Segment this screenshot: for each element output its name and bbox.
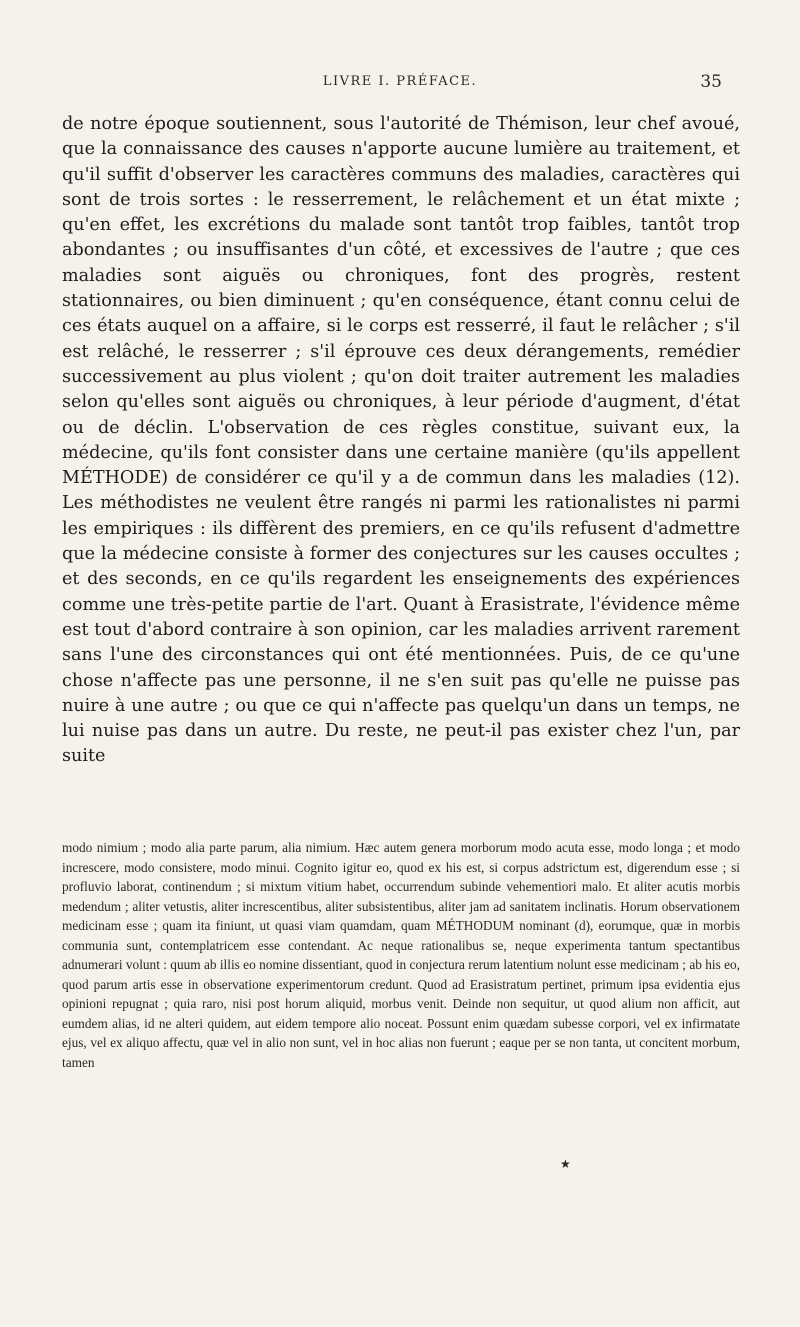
main-paragraph: de notre époque soutiennent, sous l'autorité de Thémison, leur chef avoué, que la connaissance des causes n'apporte aucune lumière au traitement, et qu'il suffit d'observer les caractères communs des maladies, caractères qui sont de trois sortes : le resserrement, le relâchement et un état mixte ; qu'en effet, les excrétions du malade sont tantôt trop faibles, tantôt trop abondantes ; ou insuffisantes d'un côté, et excessives de l'autre ; que ces maladies sont aiguës ou chroniques, font des progrès, restent stationnaires, ou bien diminuent ; qu'en conséquence, étant connu celui de ces états auquel on a affaire, si le corps est resserré, il faut le relâcher ; s'il est relâché, le resserrer ; s'il éprouve ces deux dérangements, remédier successivement au plus violent ; qu'on doit traiter autrement les maladies selon qu'elles sont aiguës ou chroniques, à leur période d'augment, d'état ou de déclin. L'observation de ces règles constitue, suivant eux, la médecine, qu'ils font consister dans une certaine manière (qu'ils appellent MÉTHODE) de considérer ce qu'il y a de commun dans les maladies (12). Les méthodistes ne veulent être rangés ni parmi les rationalistes ni parmi les empiriques : ils diffèrent des premiers, en ce qu'ils refusent d'admettre que la médecine consiste à former des conjectures sur les causes occultes ; et des seconds, en ce qu'ils regardent les enseignements des expériences comme une très-petite partie de l'art. Quant à Erasistrate, l'évidence même est tout d'abord contraire à son opinion, car les maladies arrivent rarement sans l'une des circonstances qui ont été mentionnées. Puis, de ce qu'une chose n'affecte pas une personne, il ne s'en suit pas qu'elle ne puisse pas nuire à une autre ; ou que ce qui n'affecte pas quelqu'un dans un temps, ne lui nuise pas dans un autre. Du reste, ne peut-il pas exister chez l'un, par suite (62, 114, 740, 767)
running-head (0, 72, 800, 96)
signature-star-mark: ★ (560, 1157, 571, 1171)
running-title: LIVRE I. PRÉFACE. (322, 74, 478, 89)
page-number: 35 (700, 72, 722, 92)
main-text (62, 112, 740, 770)
latin-paragraph: modo nimium ; modo alia parte parum, alia nimium. Hæc autem genera morborum modo acuta esse, modo longa ; et modo increscere, modo consistere, modo minui. Cognito igitur eo, quod ex his est, si corpus adstrictum est, digerendum esse ; si profluvio laborat, continendum ; si mixtum vitium habet, occurrendum subinde vehementiori malo. Et aliter acutis morbis medendum ; aliter vetustis, aliter increscentibus, aliter subsistentibus, aliter jam ad sanitatem inclinatis. Horum observationem medicinam esse ; quam ita finiunt, ut quasi viam quamdam, quam MÉTHODUM nominant (d), eorumque, quæ in morbis communia sunt, contemplatricem esse contendant. Ac neque rationalibus se, neque experimenta tantum spectantibus adnumerari volunt : quum ab illis eo nomine dissentiant, quod in conjectura rerum latentium nolunt esse medicinam ; ab his eo, quod parum artis esse in observatione experimentorum credunt. Quod ad Erasistratum pertinet, primum ipsa evidentia ejus opinioni repugnat ; quia raro, nisi post horum aliquid, morbus venit. Deinde non sequitur, ut quod alium non afficit, aut eumdem alias, id ne alteri quidem, aut eidem tempore alio noceat. Possunt enim quædam subesse corpori, vel ex infirmatate ejus, vel ex aliquo affectu, quæ vel in alio non sunt, vel in hoc alias non fuerunt ; eaque per se non tanta, ut concitent morbum, tamen (62, 840, 740, 1070)
latin-footnote-text (62, 838, 740, 1072)
